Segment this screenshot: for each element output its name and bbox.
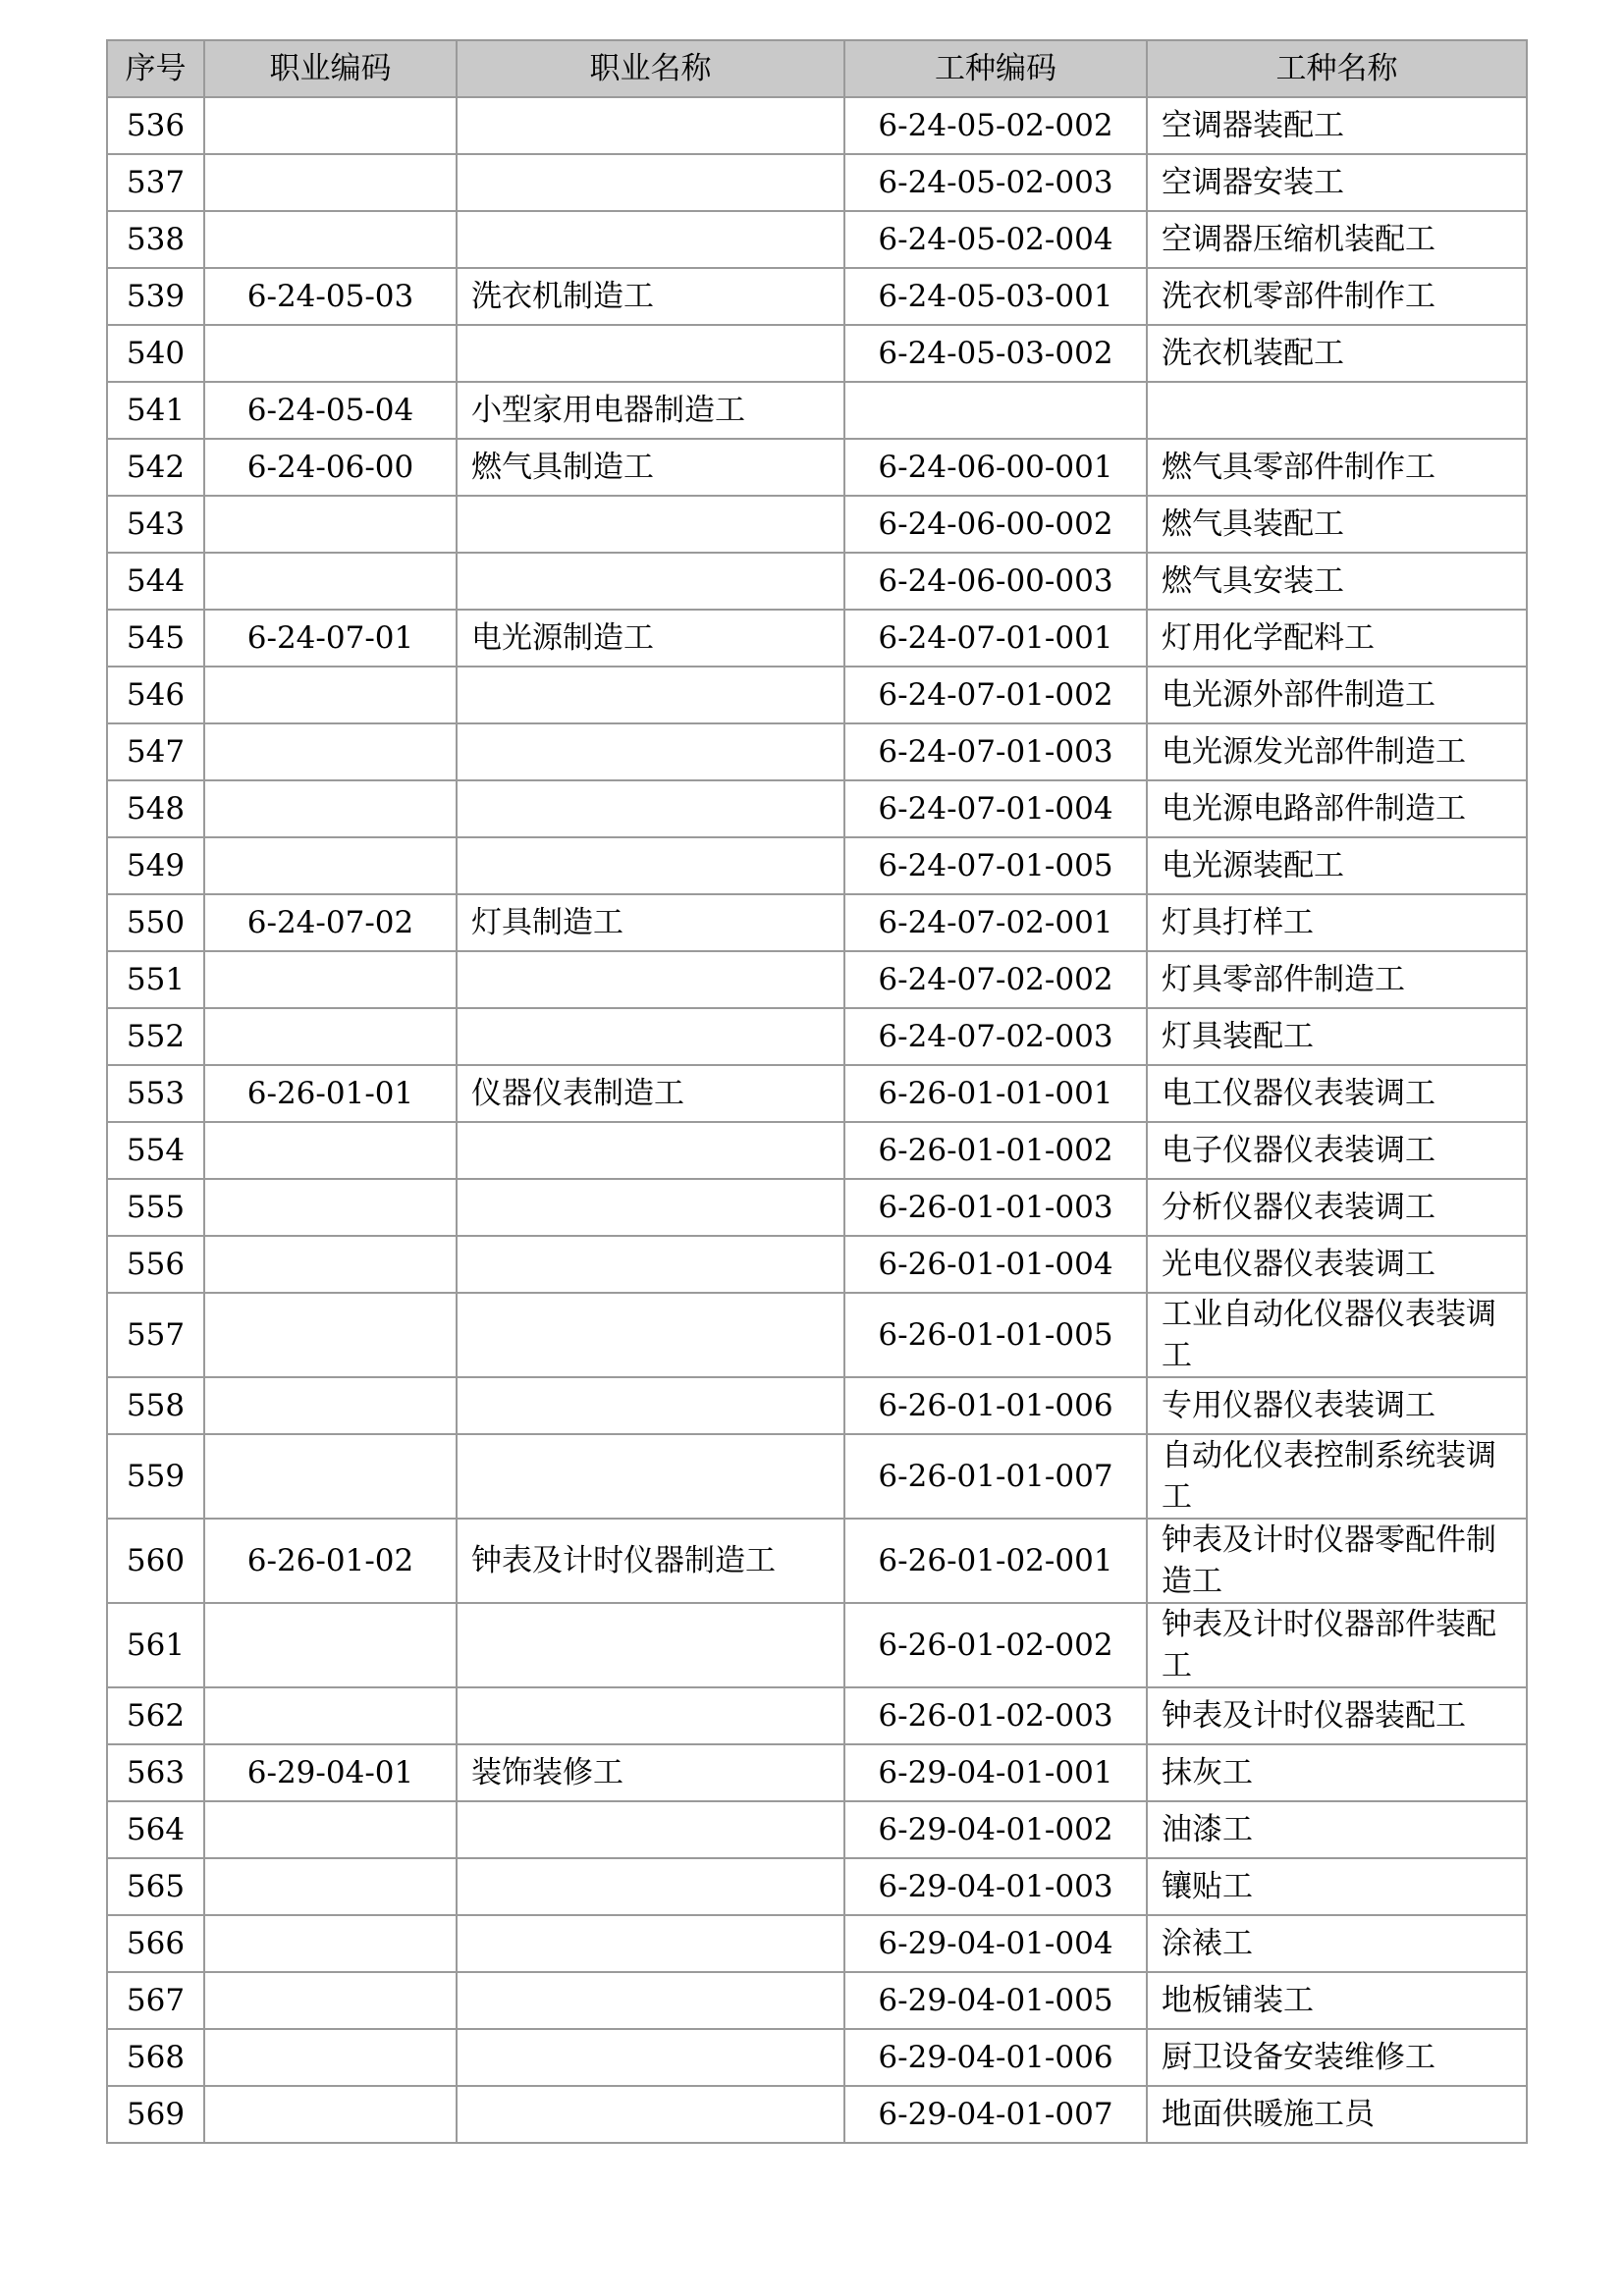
table-row — [107, 1434, 1527, 1519]
table-row — [107, 1065, 1527, 1122]
header-seq: 序号 — [107, 40, 204, 97]
occupation-name-cell — [457, 496, 844, 553]
table-row — [107, 1008, 1527, 1065]
work-type-name-cell: 地面供暖施工员 — [1147, 2086, 1527, 2143]
occupation-name-cell — [457, 1915, 844, 1972]
table-row — [107, 894, 1527, 951]
occupation-name-cell — [457, 1008, 844, 1065]
work-type-code-cell: 6-29-04-01-001 — [844, 1744, 1147, 1801]
occupation-code-cell — [204, 1603, 457, 1687]
work-type-code-cell: 6-26-01-02-002 — [844, 1603, 1147, 1687]
occupation-name-cell — [457, 2029, 844, 2086]
work-type-code-cell: 6-26-01-01-003 — [844, 1179, 1147, 1236]
occupation-name-cell — [457, 1293, 844, 1377]
seq-cell: 567 — [107, 1972, 204, 2029]
occupation-code-cell — [204, 667, 457, 723]
seq-cell: 559 — [107, 1434, 204, 1519]
seq-cell: 541 — [107, 382, 204, 439]
work-type-code-cell: 6-26-01-01-004 — [844, 1236, 1147, 1293]
work-type-code-cell: 6-24-05-03-001 — [844, 268, 1147, 325]
table-body — [107, 97, 1527, 2143]
occupation-name-cell — [457, 1801, 844, 1858]
occupation-code-cell — [204, 1858, 457, 1915]
occupation-name-cell: 小型家用电器制造工 — [457, 382, 844, 439]
seq-cell: 553 — [107, 1065, 204, 1122]
occupation-table — [106, 39, 1528, 2144]
table-row — [107, 1603, 1527, 1687]
occupation-code-cell — [204, 1687, 457, 1744]
work-type-code-cell: 6-24-07-01-005 — [844, 837, 1147, 894]
seq-cell: 547 — [107, 723, 204, 780]
table-row — [107, 382, 1527, 439]
work-type-code-cell: 6-26-01-01-007 — [844, 1434, 1147, 1519]
seq-cell: 543 — [107, 496, 204, 553]
work-type-name-cell: 油漆工 — [1147, 1801, 1527, 1858]
seq-cell: 536 — [107, 97, 204, 154]
occupation-name-cell: 电光源制造工 — [457, 610, 844, 667]
table-row — [107, 1519, 1527, 1603]
occupation-name-cell — [457, 1972, 844, 2029]
occupation-name-cell — [457, 1236, 844, 1293]
occupation-code-cell — [204, 837, 457, 894]
seq-cell: 544 — [107, 553, 204, 610]
work-type-code-cell: 6-24-07-02-002 — [844, 951, 1147, 1008]
work-type-code-cell: 6-24-06-00-001 — [844, 439, 1147, 496]
table-row — [107, 2086, 1527, 2143]
occupation-code-cell: 6-26-01-01 — [204, 1065, 457, 1122]
seq-cell: 551 — [107, 951, 204, 1008]
work-type-name-cell: 电工仪器仪表装调工 — [1147, 1065, 1527, 1122]
occupation-name-cell — [457, 97, 844, 154]
work-type-name-cell: 工业自动化仪器仪表装调工 — [1147, 1293, 1527, 1377]
occupation-name-cell — [457, 780, 844, 837]
occupation-name-cell — [457, 1603, 844, 1687]
work-type-name-cell: 电子仪器仪表装调工 — [1147, 1122, 1527, 1179]
occupation-name-cell — [457, 951, 844, 1008]
work-type-name-cell: 专用仪器仪表装调工 — [1147, 1377, 1527, 1434]
table-header-row — [107, 40, 1527, 97]
seq-cell: 555 — [107, 1179, 204, 1236]
occupation-name-cell: 装饰装修工 — [457, 1744, 844, 1801]
table-row — [107, 1179, 1527, 1236]
seq-cell: 538 — [107, 211, 204, 268]
work-type-name-cell: 灯具打样工 — [1147, 894, 1527, 951]
seq-cell: 548 — [107, 780, 204, 837]
seq-cell: 540 — [107, 325, 204, 382]
occupation-name-cell — [457, 1179, 844, 1236]
table-row — [107, 1122, 1527, 1179]
table-row — [107, 667, 1527, 723]
seq-cell: 558 — [107, 1377, 204, 1434]
work-type-name-cell: 地板铺装工 — [1147, 1972, 1527, 2029]
work-type-code-cell: 6-24-05-02-003 — [844, 154, 1147, 211]
table-row — [107, 951, 1527, 1008]
work-type-name-cell: 抹灰工 — [1147, 1744, 1527, 1801]
occupation-code-cell — [204, 154, 457, 211]
seq-cell: 552 — [107, 1008, 204, 1065]
table-row — [107, 837, 1527, 894]
table-row — [107, 1377, 1527, 1434]
table-row — [107, 1915, 1527, 1972]
work-type-code-cell: 6-26-01-01-002 — [844, 1122, 1147, 1179]
work-type-name-cell: 电光源装配工 — [1147, 837, 1527, 894]
work-type-code-cell: 6-26-01-01-006 — [844, 1377, 1147, 1434]
work-type-name-cell: 涂裱工 — [1147, 1915, 1527, 1972]
work-type-name-cell: 空调器压缩机装配工 — [1147, 211, 1527, 268]
occupation-name-cell: 灯具制造工 — [457, 894, 844, 951]
table-row — [107, 2029, 1527, 2086]
occupation-name-cell — [457, 1687, 844, 1744]
table-row — [107, 780, 1527, 837]
work-type-code-cell: 6-24-06-00-002 — [844, 496, 1147, 553]
work-type-code-cell: 6-26-01-02-003 — [844, 1687, 1147, 1744]
seq-cell: 560 — [107, 1519, 204, 1603]
occupation-code-cell: 6-24-06-00 — [204, 439, 457, 496]
occupation-name-cell — [457, 154, 844, 211]
occupation-name-cell: 洗衣机制造工 — [457, 268, 844, 325]
seq-cell: 569 — [107, 2086, 204, 2143]
work-type-name-cell: 燃气具零部件制作工 — [1147, 439, 1527, 496]
header-occupation-name: 职业名称 — [457, 40, 844, 97]
occupation-name-cell — [457, 667, 844, 723]
occupation-name-cell — [457, 723, 844, 780]
work-type-code-cell: 6-24-06-00-003 — [844, 553, 1147, 610]
occupation-code-cell — [204, 1179, 457, 1236]
work-type-code-cell: 6-26-01-02-001 — [844, 1519, 1147, 1603]
work-type-code-cell: 6-29-04-01-006 — [844, 2029, 1147, 2086]
occupation-code-cell — [204, 1122, 457, 1179]
occupation-code-cell: 6-24-05-04 — [204, 382, 457, 439]
occupation-name-cell: 仪器仪表制造工 — [457, 1065, 844, 1122]
table-row — [107, 723, 1527, 780]
occupation-code-cell — [204, 1293, 457, 1377]
work-type-name-cell: 燃气具装配工 — [1147, 496, 1527, 553]
occupation-code-cell — [204, 1801, 457, 1858]
seq-cell: 557 — [107, 1293, 204, 1377]
table-row — [107, 1744, 1527, 1801]
table-row — [107, 97, 1527, 154]
occupation-code-cell — [204, 553, 457, 610]
seq-cell: 562 — [107, 1687, 204, 1744]
seq-cell: 566 — [107, 1915, 204, 1972]
occupation-code-cell — [204, 780, 457, 837]
occupation-code-cell: 6-29-04-01 — [204, 1744, 457, 1801]
seq-cell: 554 — [107, 1122, 204, 1179]
occupation-code-cell — [204, 1972, 457, 2029]
occupation-code-cell — [204, 496, 457, 553]
seq-cell: 537 — [107, 154, 204, 211]
work-type-code-cell: 6-24-07-02-001 — [844, 894, 1147, 951]
work-type-name-cell: 洗衣机装配工 — [1147, 325, 1527, 382]
work-type-code-cell: 6-24-05-03-002 — [844, 325, 1147, 382]
work-type-code-cell: 6-29-04-01-005 — [844, 1972, 1147, 2029]
work-type-name-cell: 光电仪器仪表装调工 — [1147, 1236, 1527, 1293]
work-type-name-cell: 钟表及计时仪器零配件制造工 — [1147, 1519, 1527, 1603]
table-row — [107, 1858, 1527, 1915]
work-type-name-cell: 自动化仪表控制系统装调工 — [1147, 1434, 1527, 1519]
occupation-code-cell — [204, 97, 457, 154]
seq-cell: 550 — [107, 894, 204, 951]
work-type-name-cell: 电光源电路部件制造工 — [1147, 780, 1527, 837]
work-type-code-cell: 6-26-01-01-001 — [844, 1065, 1147, 1122]
table-row — [107, 1236, 1527, 1293]
table-row — [107, 1687, 1527, 1744]
occupation-code-cell: 6-26-01-02 — [204, 1519, 457, 1603]
work-type-name-cell — [1147, 382, 1527, 439]
work-type-name-cell: 镶贴工 — [1147, 1858, 1527, 1915]
work-type-name-cell: 空调器装配工 — [1147, 97, 1527, 154]
table-row — [107, 268, 1527, 325]
work-type-code-cell: 6-24-07-02-003 — [844, 1008, 1147, 1065]
work-type-code-cell: 6-24-07-01-002 — [844, 667, 1147, 723]
header-work-type-name: 工种名称 — [1147, 40, 1527, 97]
work-type-code-cell: 6-29-04-01-003 — [844, 1858, 1147, 1915]
work-type-name-cell: 钟表及计时仪器部件装配工 — [1147, 1603, 1527, 1687]
occupation-code-cell — [204, 1377, 457, 1434]
work-type-name-cell: 灯用化学配料工 — [1147, 610, 1527, 667]
occupation-name-cell — [457, 553, 844, 610]
work-type-code-cell: 6-24-05-02-002 — [844, 97, 1147, 154]
work-type-name-cell: 灯具零部件制造工 — [1147, 951, 1527, 1008]
work-type-name-cell: 厨卫设备安装维修工 — [1147, 2029, 1527, 2086]
work-type-name-cell: 钟表及计时仪器装配工 — [1147, 1687, 1527, 1744]
occupation-name-cell — [457, 1858, 844, 1915]
seq-cell: 568 — [107, 2029, 204, 2086]
work-type-code-cell: 6-29-04-01-002 — [844, 1801, 1147, 1858]
occupation-code-cell — [204, 1915, 457, 1972]
table-row — [107, 439, 1527, 496]
occupation-name-cell — [457, 1377, 844, 1434]
occupation-name-cell: 燃气具制造工 — [457, 439, 844, 496]
occupation-name-cell — [457, 211, 844, 268]
seq-cell: 545 — [107, 610, 204, 667]
occupation-name-cell — [457, 2086, 844, 2143]
work-type-code-cell: 6-29-04-01-007 — [844, 2086, 1147, 2143]
work-type-name-cell: 电光源外部件制造工 — [1147, 667, 1527, 723]
occupation-name-cell — [457, 1434, 844, 1519]
seq-cell: 563 — [107, 1744, 204, 1801]
occupation-code-cell — [204, 1236, 457, 1293]
occupation-name-cell — [457, 325, 844, 382]
work-type-name-cell: 洗衣机零部件制作工 — [1147, 268, 1527, 325]
table-row — [107, 496, 1527, 553]
seq-cell: 565 — [107, 1858, 204, 1915]
table-row — [107, 325, 1527, 382]
work-type-code-cell: 6-26-01-01-005 — [844, 1293, 1147, 1377]
work-type-name-cell: 分析仪器仪表装调工 — [1147, 1179, 1527, 1236]
occupation-code-cell — [204, 211, 457, 268]
occupation-code-cell — [204, 2029, 457, 2086]
header-occupation-code: 职业编码 — [204, 40, 457, 97]
table-row — [107, 1293, 1527, 1377]
table-row — [107, 1972, 1527, 2029]
work-type-code-cell — [844, 382, 1147, 439]
occupation-code-cell: 6-24-07-02 — [204, 894, 457, 951]
work-type-name-cell: 空调器安装工 — [1147, 154, 1527, 211]
occupation-code-cell — [204, 723, 457, 780]
seq-cell: 564 — [107, 1801, 204, 1858]
occupation-code-cell — [204, 325, 457, 382]
work-type-name-cell: 燃气具安装工 — [1147, 553, 1527, 610]
table-row — [107, 553, 1527, 610]
seq-cell: 561 — [107, 1603, 204, 1687]
seq-cell: 542 — [107, 439, 204, 496]
seq-cell: 546 — [107, 667, 204, 723]
work-type-name-cell: 电光源发光部件制造工 — [1147, 723, 1527, 780]
occupation-code-cell — [204, 2086, 457, 2143]
work-type-code-cell: 6-24-07-01-004 — [844, 780, 1147, 837]
header-work-type-code: 工种编码 — [844, 40, 1147, 97]
work-type-code-cell: 6-29-04-01-004 — [844, 1915, 1147, 1972]
table-row — [107, 211, 1527, 268]
work-type-name-cell: 灯具装配工 — [1147, 1008, 1527, 1065]
occupation-code-cell — [204, 1434, 457, 1519]
occupation-name-cell: 钟表及计时仪器制造工 — [457, 1519, 844, 1603]
occupation-name-cell — [457, 1122, 844, 1179]
occupation-table-page — [106, 39, 1526, 2144]
occupation-code-cell: 6-24-07-01 — [204, 610, 457, 667]
seq-cell: 539 — [107, 268, 204, 325]
work-type-code-cell: 6-24-05-02-004 — [844, 211, 1147, 268]
table-row — [107, 610, 1527, 667]
occupation-code-cell: 6-24-05-03 — [204, 268, 457, 325]
work-type-code-cell: 6-24-07-01-001 — [844, 610, 1147, 667]
occupation-name-cell — [457, 837, 844, 894]
seq-cell: 556 — [107, 1236, 204, 1293]
occupation-code-cell — [204, 951, 457, 1008]
table-row — [107, 154, 1527, 211]
table-row — [107, 1801, 1527, 1858]
seq-cell: 549 — [107, 837, 204, 894]
work-type-code-cell: 6-24-07-01-003 — [844, 723, 1147, 780]
occupation-code-cell — [204, 1008, 457, 1065]
